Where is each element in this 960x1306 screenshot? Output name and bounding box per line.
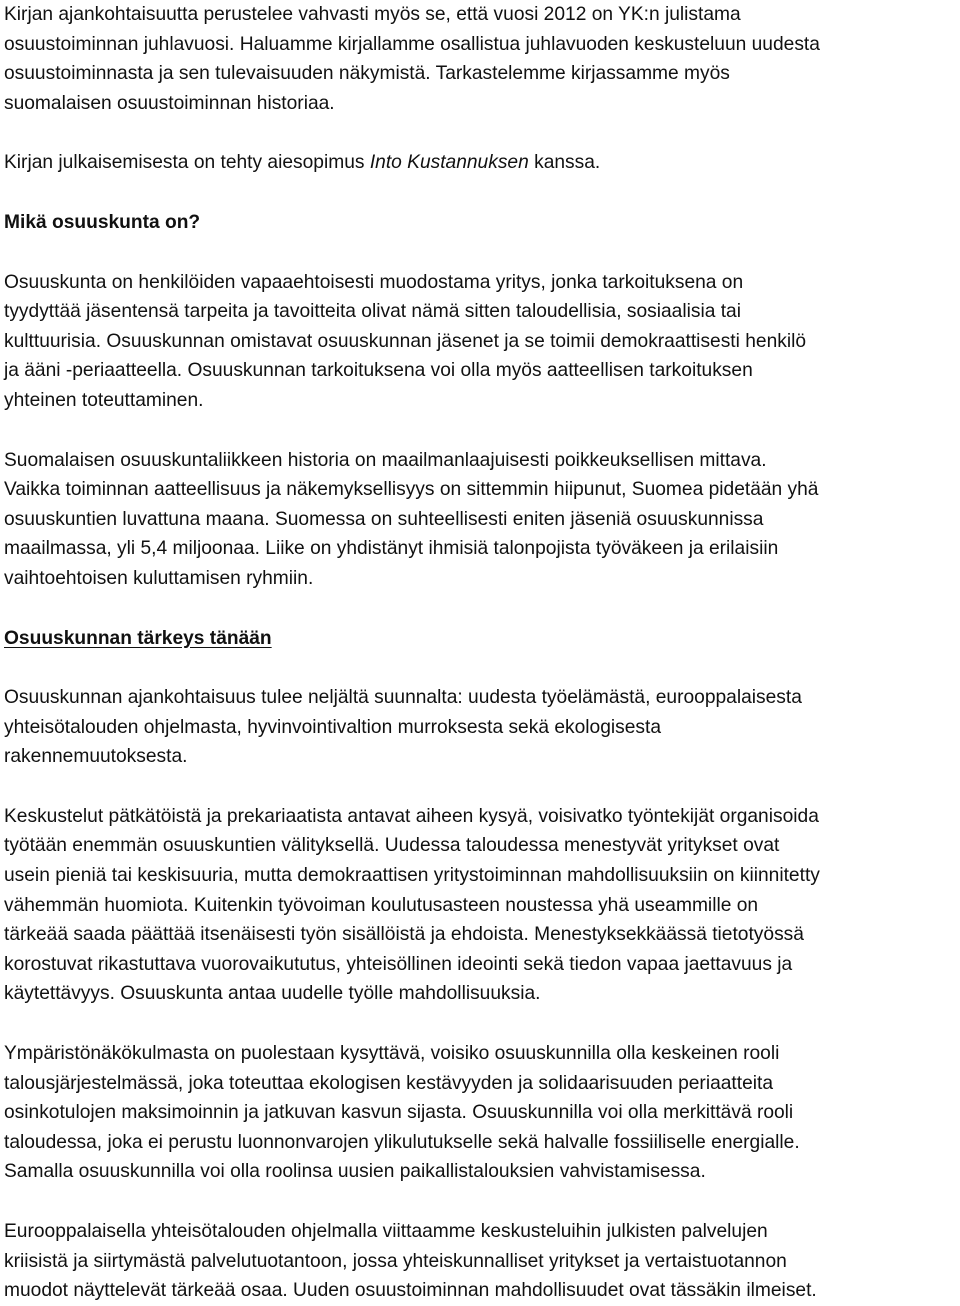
agreement-prefix: Kirjan julkaisemisesta on tehty aiesopimus [4, 152, 370, 174]
text-line: osuuskuntien luvattuna maana. Suomessa on suhteellisesti eniten jäseniä osuuskunnissa [4, 508, 764, 530]
text-line: vaihtoehtoisen kuluttamisen ryhmiin. [4, 567, 314, 589]
text-line: tyydyttää jäsentensä tarpeita ja tavoitteita olivat nämä sitten taloudellisia, sosiaalisia tai [4, 301, 741, 323]
text-line: Osuuskunnan ajankohtaisuus tulee neljältä suunnalta: uudesta työelämästä, eurooppalaisesta [4, 687, 802, 709]
publisher-name: Into Kustannuksen [369, 152, 529, 174]
text-line: rakennemuutoksesta. [4, 746, 188, 768]
paragraph-gap [4, 772, 960, 802]
relevance-paragraph [4, 683, 960, 772]
text-line: käytettävyys. Osuuskunta antaa uudelle työlle mahdollisuuksia. [4, 983, 541, 1005]
paragraph-gap [4, 1187, 960, 1217]
paragraph-gap [4, 238, 960, 268]
text-line: osinkotulojen maksimoinnin ja jatkuvan kasvun sijasta. Osuuskunnilla voi olla merkittävä rooli [4, 1102, 794, 1124]
text-line: maailmassa, yli 5,4 miljoonaa. Liike on yhdistänyt ihmisiä talonpojista työväkeen ja erilaisiin [4, 538, 779, 560]
paragraph-gap [4, 118, 960, 148]
text-line: Vaikka toiminnan aatteellisuus ja näkemyksellisyys on sittemmin hiipunut, Suomea pidetään yhä [4, 479, 819, 501]
agreement-suffix: kanssa. [528, 152, 601, 174]
text-line: ja ääni -periaatteella. Osuuskunnan tarkoituksena voi olla myös aatteellisen tarkoituksen [4, 360, 753, 382]
text-line: Keskustelut pätkätöistä ja prekariaatista antavat aiheen kysyä, voisivatko työntekijät organisoida [4, 805, 819, 827]
agreement-paragraph [4, 148, 960, 178]
paragraph-gap [4, 653, 960, 683]
text-line: usein pieniä tai keskisuuria, mutta demokraattisen yritystoiminnan mahdollisuuksiin on kiinnitetty [4, 865, 820, 887]
text-line: taloudessa, joka ei perustu luonnonvarojen ylikulutukselle sekä halvalle fossiiliselle energialle. [4, 1131, 800, 1153]
intro-paragraph [4, 0, 960, 118]
section-heading-what-is-cooperative: Mikä osuuskunta on? [4, 211, 201, 233]
text-line: yhteinen toteuttaminen. [4, 389, 204, 411]
text-line: vähemmän huomiota. Kuitenkin työvoiman koulutusasteen noustessa yhä useammille on [4, 894, 759, 916]
text-line: talousjärjestelmässä, joka toteuttaa ekologisen kestävyyden ja solidaarisuuden periaatteita [4, 1072, 774, 1094]
environment-paragraph [4, 1039, 960, 1187]
text-line: muodot näyttelevät tärkeää osaa. Uuden osuustoiminnan mahdollisuudet ovat tässäkin ilmeiset. [4, 1280, 817, 1302]
text-line: Suomalaisen osuuskuntaliikkeen historia on maailmanlaajuisesti poikkeuksellisen mittava. [4, 449, 767, 471]
paragraph-gap [4, 594, 960, 624]
history-paragraph [4, 446, 960, 594]
text-line: Kirjan ajankohtaisuutta perustelee vahvasti myös se, että vuosi 2012 on YK:n julistama [4, 4, 741, 25]
text-line: kulttuurisia. Osuuskunnan omistavat osuuskunnan jäsenet ja se toimii demokraattisesti henkilö [4, 330, 807, 352]
document-page [4, 0, 960, 1306]
text-line: työtään enemmän osuuskuntien välityksellä. Uudessa taloudessa menestyvät yritykset ovat [4, 835, 780, 857]
text-line: Samalla osuuskunnilla voi olla roolinsa uusien paikallistalouksien vahvistamisessa. [4, 1161, 706, 1183]
text-line: tärkeää saada päättää itsenäisesti työn sisällöistä ja ehdoista. Menestyksekkäässä tietotyössä [4, 924, 804, 946]
text-line: Osuuskunta on henkilöiden vapaaehtoisesti muodostama yritys, jonka tarkoituksena on [4, 271, 744, 293]
paragraph-gap [4, 178, 960, 208]
section-heading-importance-today: Osuuskunnan tärkeys tänään [4, 627, 272, 649]
europe-paragraph [4, 1217, 960, 1306]
paragraph-gap [4, 416, 960, 446]
text-line: Ympäristönäkökulmasta on puolestaan kysyttävä, voisiko osuuskunnilla olla keskeinen rooli [4, 1043, 780, 1065]
text-line: kriisistä ja siirtymästä palvelutuotantoon, jossa yhteiskunnalliset yritykset ja vertaistuotannon [4, 1250, 787, 1272]
text-line: osuustoiminnasta ja sen tulevaisuuden näkymistä. Tarkastelemme kirjassamme myös [4, 63, 730, 85]
text-line: yhteisötalouden ohjelmasta, hyvinvointivaltion murroksesta sekä ekologisesta [4, 716, 661, 738]
text-line: osuustoiminnan juhlavuosi. Haluamme kirjallamme osallistua juhlavuoden keskusteluun uudesta [4, 33, 820, 55]
paragraph-gap [4, 1009, 960, 1039]
text-line [4, 148, 960, 178]
text-line: korostuvat rikastuttava vuorovaikututus, yhteisöllinen ideointi sekä tiedon vapaa jaettavuus ja [4, 953, 793, 975]
definition-paragraph [4, 268, 960, 416]
text-line: suomalaisen osuustoiminnan historiaa. [4, 92, 335, 114]
work-paragraph [4, 802, 960, 1009]
text-line: Eurooppalaisella yhteisötalouden ohjelmalla viittaamme keskusteluihin julkisten palvelujen [4, 1221, 768, 1242]
